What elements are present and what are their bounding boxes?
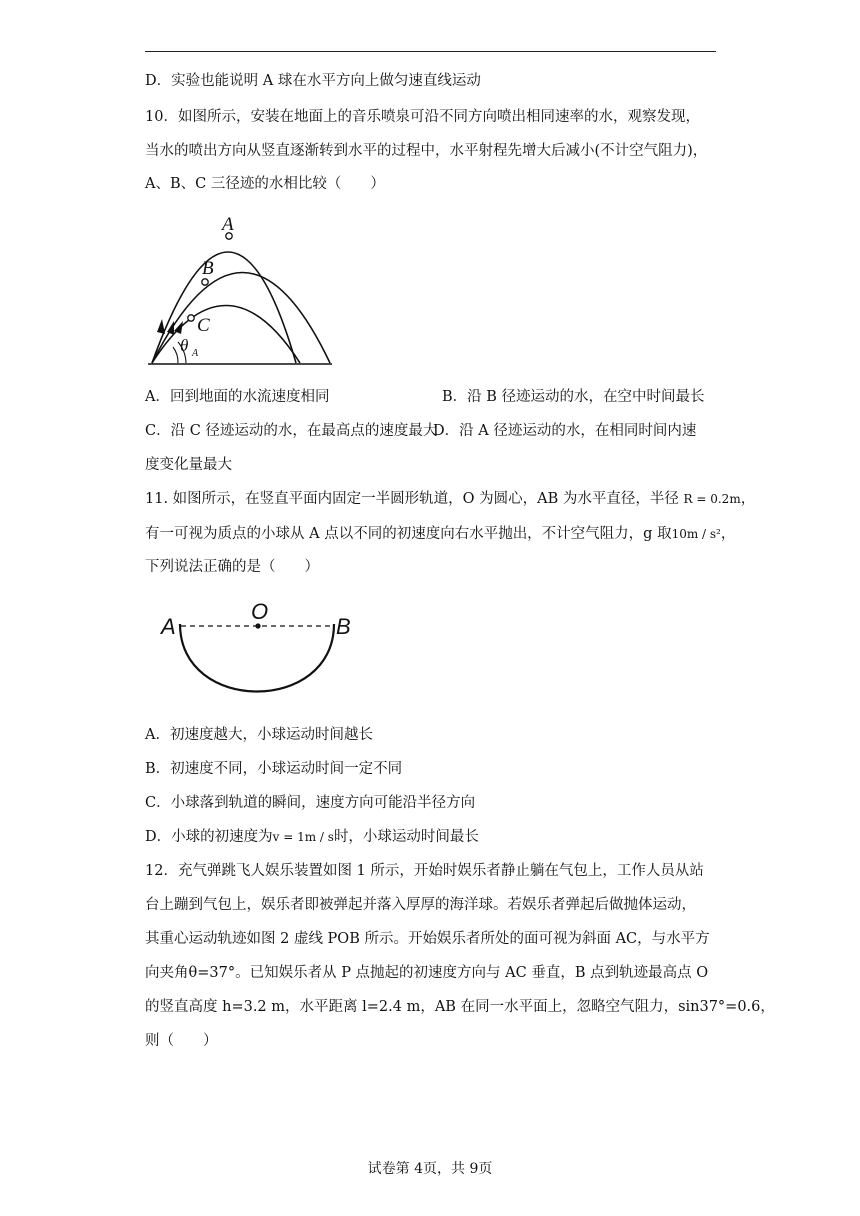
q12-stem-line4: 向夹角θ=37°。已知娱乐者从 P 点抛起的初速度方向与 AC 垂直，B 点到轨迹最高点 O [145,965,709,981]
label-a: A [161,614,176,639]
q11-option-d-text: D．小球的初速度为 [145,829,273,845]
q11-comma: ， [740,491,756,507]
q12-stem-line3: 其重心运动轨迹如图 2 虚线 POB 所示。开始娱乐者所处的面可视为斜面 AC，与水平方 [145,931,710,947]
point-b [202,279,208,285]
q10-option-d-cont: 度变化量最大 [145,457,232,473]
q10-stem-line3: A、B、C 三径迹的水相比较（ ） [145,176,385,192]
semicircle-track-figure [158,596,368,706]
q10-stem-line1: 10．如图所示，安装在地面上的音乐喷泉可沿不同方向喷出相同速率的水，观察发现， [145,109,700,125]
q12-stem-line6: 则（ ） [145,1033,218,1049]
q11-stem-line2-text: 有一可视为质点的小球从 A 点以不同的初速度向右水平抛出，不计空气阻力，g 取 [145,526,672,542]
q10-option-d: D．沿 A 径迹运动的水，在相同时间内速 [433,423,697,439]
label-c: C [197,315,210,336]
label-b: B [202,258,214,279]
label-o: O [251,599,269,624]
trajectory-a [152,252,296,363]
angle-arc [173,347,178,363]
arrow-a-icon [157,319,165,334]
label-a: A [222,214,234,235]
point-c [188,315,194,321]
q11-option-d-text-end: 时，小球运动时间最长 [333,829,479,845]
q11-stem-line1-text: 11. 如图所示，在竖直平面内固定一半圆形轨道，O 为圆心，AB 为水平直径，半径 [145,491,679,507]
q10-option-b: B．沿 B 径迹运动的水，在空中时间最长 [442,389,705,405]
q11-option-c: C．小球落到轨道的瞬间，速度方向可能沿半径方向 [145,795,476,811]
q12-stem-line1: 12．充气弹跳飞人娱乐装置如图 1 所示，开始时娱乐者静止躺在气包上，工作人员从站 [145,863,704,879]
radius-formula: R = 0.2m [683,492,741,506]
q11-option-d [145,827,479,847]
q12-stem-line2: 台上蹦到气包上，娱乐者即被弹起并落入厚厚的海洋球。若娱乐者弹起后做抛体运动， [145,897,696,913]
page-footer: 试卷第 4页，共 9页 [367,1161,493,1177]
q11-stem-line3: 下列说法正确的是（ ） [145,559,319,575]
q11-comma: ， [720,526,736,542]
q10-option-a: A．回到地面的水流速度相同 [145,389,330,405]
velocity-formula: v = 1m / s [272,830,334,844]
label-b: B [336,614,351,639]
q12-stem-line5: 的竖直高度 h=3.2 m，水平距离 l=2.4 m，AB 在同一水平面上，忽略空气阻力，sin37°=0.6， [145,999,775,1015]
q10-option-c: C．沿 C 径迹运动的水，在最高点的速度最大 [145,423,438,439]
q9-option-d: D．实验也能说明 A 球在水平方向上做匀速直线运动 [145,73,481,89]
trajectory-b [152,273,330,364]
q11-stem-line2 [145,524,735,544]
header-rule [145,51,716,52]
fountain-trajectory-figure [140,208,340,372]
trajectory-c [152,306,300,364]
label-theta: θ [180,336,189,355]
center-o [255,623,260,628]
q11-option-b: B．初速度不同，小球运动时间一定不同 [145,761,403,777]
semicircle-track [180,624,334,692]
q10-stem-line2: 当水的喷出方向从竖直逐渐转到水平的过程中，水平射程先增大后减小(不计空气阻力)， [145,143,708,159]
q11-stem-line1 [145,489,755,509]
q11-option-a: A．初速度越大，小球运动时间越长 [145,727,373,743]
label-theta-sub: A [192,348,199,359]
gravity-formula: 10m / s² [671,527,721,541]
